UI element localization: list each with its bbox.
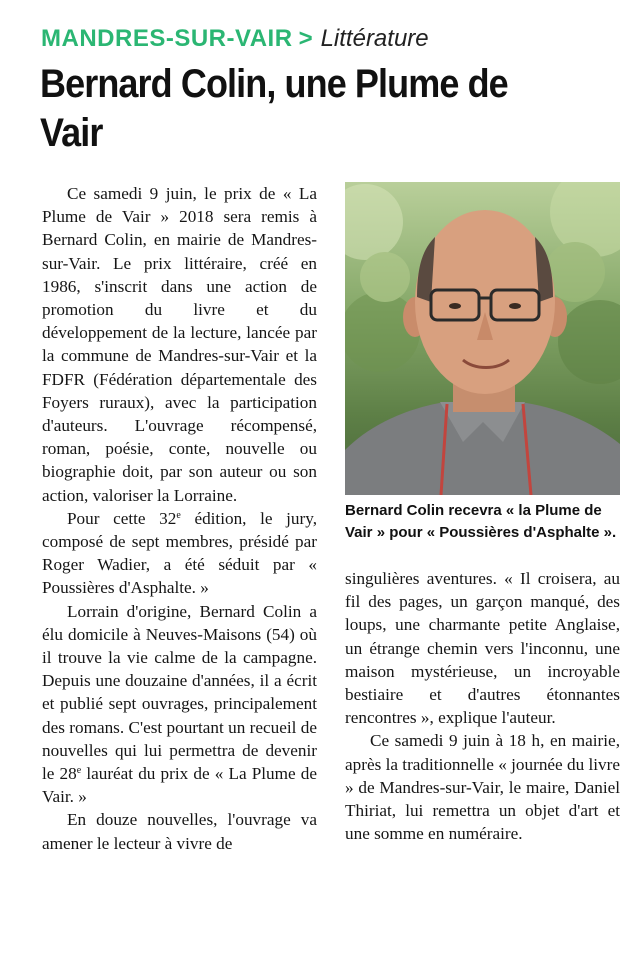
kicker-town[interactable]: MANDRES-SUR-VAIR bbox=[41, 25, 293, 52]
portrait-illustration bbox=[345, 182, 620, 495]
article-headline: Bernard Colin, une Plume de Vair bbox=[40, 62, 508, 155]
body-paragraph: Ce samedi 9 juin à 18 h, en mairie, après la traditionnelle « journée du livre » de Mandres-sur-Vair, le maire, Daniel Thiriat, lui remettra un objet d'art et une somme en numéraire. bbox=[345, 731, 620, 844]
article-column-right bbox=[345, 567, 620, 845]
body-paragraph bbox=[42, 507, 317, 600]
body-paragraph bbox=[42, 600, 317, 809]
photo-caption: Bernard Colin recevra « la Plume de Vair » pour « Poussières d'Asphalte ». bbox=[345, 502, 617, 541]
body-text: édition, le jury, composé de sept membres, présidé par Roger Wadier, a été séduit par « Poussières d'Asphalte. » bbox=[42, 508, 317, 598]
body-paragraph: singulières aventures. « Il croisera, au fil des pages, un garçon manqué, des loups, une charmante petite Anglaise, un étrange chemin vers l'inconnu, une maison mystérieuse, un incroyable bestiaire et d'autres étonnantes rencontres », explique l'auteur. bbox=[345, 569, 620, 728]
body-text: lauréat du prix de « La Plume de Vair. » bbox=[42, 764, 317, 807]
ordinal-suffix: e bbox=[76, 765, 82, 777]
portrait-photo bbox=[345, 182, 620, 495]
article-column-left bbox=[42, 182, 317, 855]
body-paragraph: Ce samedi 9 juin, le prix de « La Plume de Vair » 2018 sera remis à Bernard Colin, en mairie de Mandres-sur-Vair. Le prix littéraire, créé en 1986, s'inscrit dans une action de promotion du livre et du développement de la lecture, lancée par la commune de Mandres-sur-Vair et la FDFR (Fédération départementale des Foyers ruraux), avec la participation d'auteurs. L'ouvrage récompensé, roman, poésie, conte, nouvelle ou biographie doit, par son auteur ou son action, valoriser la Lorraine. bbox=[42, 184, 317, 505]
kicker-rubric[interactable]: Littérature bbox=[320, 25, 429, 52]
body-paragraph: En douze nouvelles, l'ouvrage va amener le lecteur à vivre de bbox=[42, 810, 317, 853]
ordinal-suffix: e bbox=[176, 509, 181, 521]
kicker-chevron-icon: > bbox=[298, 25, 313, 52]
section-kicker bbox=[41, 22, 429, 56]
body-text: Pour cette 32 bbox=[67, 508, 177, 528]
body-text: Lorrain d'origine, Bernard Colin a élu domicile à Neuves-Maisons (54) où il trouve la vie calme de la campagne. Depuis une douzaine d'années, il a écrit et publié sept ouvrages, principalement des romans. C'est pourtant un recueil de nouvelles qui lui permettra de devenir le 28 bbox=[42, 601, 317, 784]
